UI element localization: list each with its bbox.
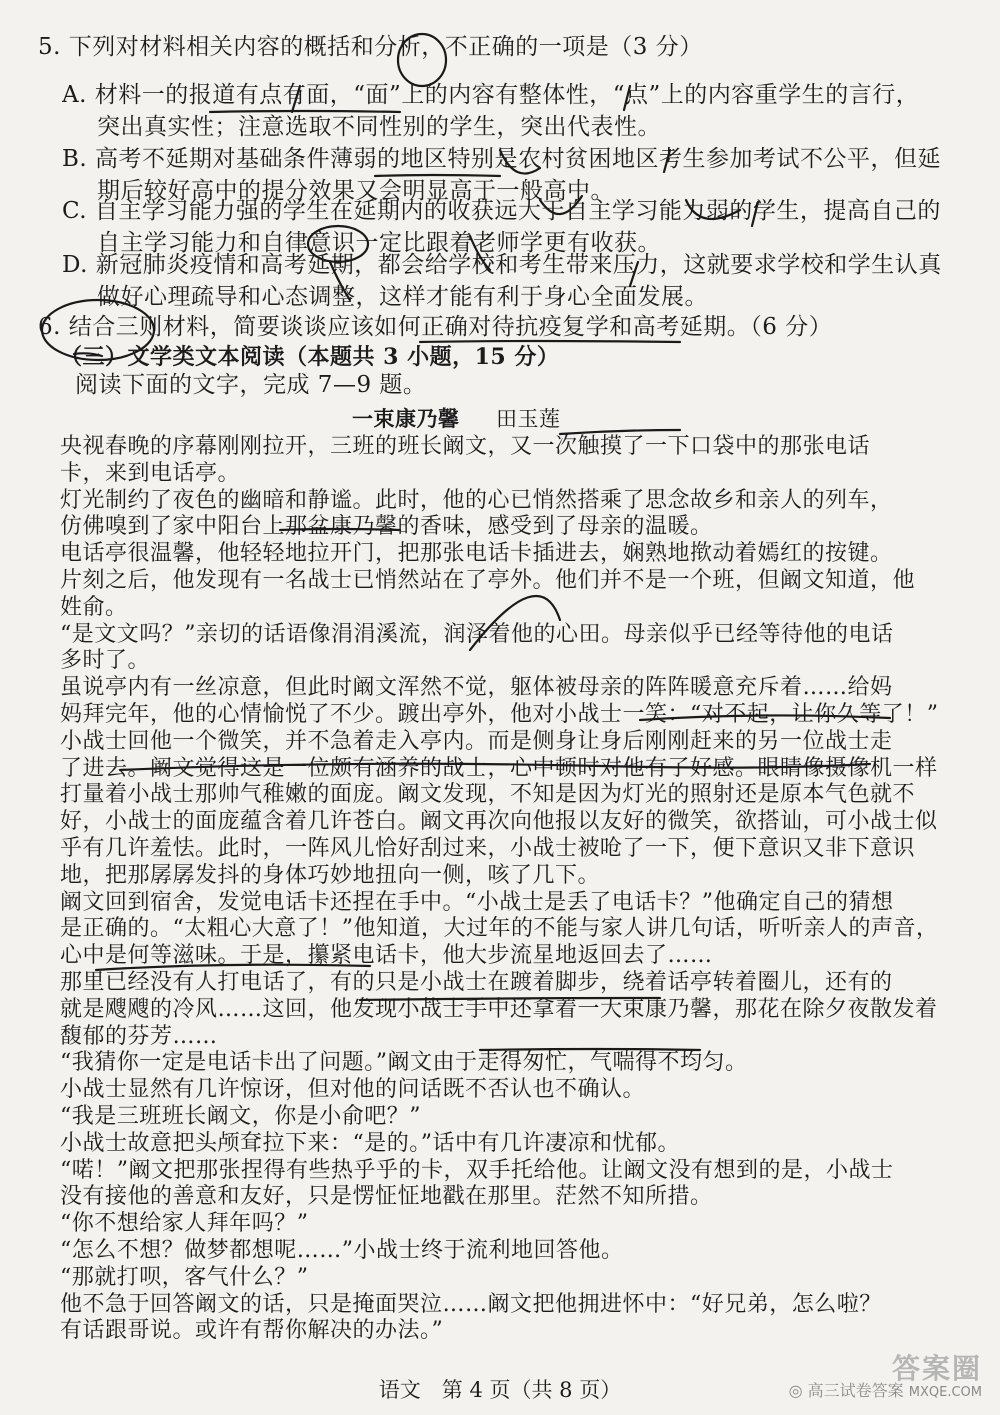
q5-option-d-line1: D. 新冠肺炎疫情和高考延期，都会给学校和考生带来压力，这就要求学校和学生认真 bbox=[62, 252, 942, 278]
q5-option-c-line2: 自主学习能力和自律意识一定比跟着老师学更有收获。 bbox=[97, 230, 661, 256]
story-line: 姓俞。 bbox=[60, 594, 128, 620]
story-line: 打量着小战士那帅气稚嫩的面庞。阚文发现，不知是因为灯光的照射还是原本气色就不 bbox=[60, 782, 916, 808]
story-line: 就是飕飕的冷风……这回，他发现小战士手中还拿着一大束康乃馨，那花在除夕夜散发着 bbox=[60, 996, 938, 1022]
wechat-icon: ◎ bbox=[788, 1381, 803, 1400]
story-line: 心中是何等滋味。于是，攥紧电话卡，他大步流星地返回去了…… bbox=[60, 943, 713, 969]
section-title: （三）文学类文本阅读（本题共 3 小题，15 分） bbox=[60, 344, 560, 370]
story-line: 馥郁的芬芳…… bbox=[60, 1023, 218, 1049]
story-line: 阚文回到宿舍，发觉电话卡还捏在手中。“小战士是丢了电话卡？”他确定自己的猜想 bbox=[60, 889, 894, 915]
watermark-logo: 答案圈 bbox=[891, 1352, 982, 1385]
story-line: “喏！”阚文把那张捏得有些热乎乎的卡，双手托给他。让阚文没有想到的是，小战士 bbox=[60, 1157, 894, 1183]
story-line: 灯光制约了夜色的幽暗和静谧。此时，他的心已悄然搭乘了思念故乡和亲人的列车， bbox=[60, 487, 893, 513]
story-line: 好，小战士的面庞蕴含着几许苍白。阚文再次向他报以友好的微笑，欲搭讪，可小战士似 bbox=[60, 809, 938, 835]
q5-stem: 5. 下列对材料相关内容的概括和分析，不正确的一项是（3 分） bbox=[38, 34, 703, 60]
story-line: “我是三班班长阚文，你是小俞吧？” bbox=[60, 1104, 421, 1129]
story-line: “我猜你一定是电话卡出了问题。”阚文由于走得匆忙，气喘得不均匀。 bbox=[60, 1050, 748, 1076]
story-line: 多时了。 bbox=[60, 648, 151, 674]
story-author: 田玉莲 bbox=[496, 407, 561, 431]
q5-option-b-line1: B. 高考不延期对基础条件薄弱的地区特别是农村贫困地区考生参加考试不公平，但延 bbox=[62, 146, 942, 172]
q5-option-d-line2: 做好心理疏导和心态调整，这样才能有利于身心全面发展。 bbox=[97, 284, 708, 310]
story-line: 虽说亭内有一丝凉意，但此时阚文浑然不觉，躯体被母亲的阵阵暖意充斥着……给妈 bbox=[60, 675, 893, 701]
story-line: 有话跟哥说。或许有帮你解决的办法。” bbox=[60, 1318, 444, 1344]
story-line: 了进去。阚文觉得这是一位颇有涵养的战士，心中顿时对他有了好感。眼睛像摄像机一样 bbox=[60, 755, 938, 781]
section-instruction: 阅读下面的文字，完成 7—9 题。 bbox=[75, 372, 427, 398]
story-line: 卡，来到电话亭。 bbox=[60, 460, 241, 486]
story-line: 那里已经没有人打电话了，有的只是小战士在踱着脚步，绕着话亭转着圈儿，还有的 bbox=[60, 970, 893, 995]
story-line: 妈拜完年，他的心情愉悦了不少。踱出亭外，他对小战士一笑：“对不起，让你久等了！” bbox=[60, 702, 939, 727]
story-line: 乎有几许羞怯。此时，一阵风儿恰好刮过来，小战士被呛了一下，便下意识又非下意识 bbox=[60, 836, 916, 861]
story-line: 地，把那孱孱发抖的身体巧妙地扭向一侧，咳了几下。 bbox=[60, 862, 601, 888]
story-title: 一束康乃馨 bbox=[352, 406, 460, 431]
story-line: 是正确的。“太粗心大意了！”他知道，大过年的不能与家人讲几句话，听听亲人的声音， bbox=[60, 916, 939, 942]
story-line: 他不急于回答阚文的话，只是掩面哭泣……阚文把他拥进怀中：“好兄弟，怎么啦？ bbox=[60, 1291, 882, 1317]
q5-option-a-line1: A. 材料一的报道有点有面，“面”上的内容有整体性，“点”上的内容重学生的言行， bbox=[62, 82, 920, 108]
q5-option-b-line2: 期后较好高中的提分效果又会明显高于一般高中。 bbox=[97, 178, 614, 204]
story-line: 电话亭很温馨，他轻轻地拉开门，把那张电话卡插进去，娴熟地揿动着嫣红的按键。 bbox=[60, 541, 893, 567]
story-line: “你不想给家人拜年吗？” bbox=[60, 1211, 309, 1237]
story-line: 小战士故意把头颅耷拉下来：“是的。”话中有几许凄凉和忧郁。 bbox=[60, 1130, 680, 1156]
watermark bbox=[782, 1347, 982, 1407]
q5-option-a-line2: 突出真实性；注意选取不同性别的学生，突出代表性。 bbox=[97, 114, 661, 140]
story-line: 仿佛嗅到了家中阳台上那盆康乃馨的香味，感受到了母亲的温暖。 bbox=[60, 514, 713, 540]
story-line: 没有接他的善意和友好，只是愣怔怔地戳在那里。茫然不知所措。 bbox=[60, 1184, 713, 1210]
story-line: “那就打呗，客气什么？” bbox=[60, 1264, 309, 1290]
story-line: 小战士显然有几许惊讶，但对他的问话既不否认也不确认。 bbox=[60, 1077, 646, 1103]
story-line: “是文文吗？”亲切的话语像涓涓溪流，润泽着他的心田。母亲似乎已经等待他的电话 bbox=[60, 621, 894, 647]
story-line: 小战士回他一个微笑，并不急着走入亭内。而是侧身让身后刚刚赶来的另一位战士走 bbox=[60, 728, 893, 754]
page-footer: 语文 第 4 页（共 8 页） bbox=[378, 1378, 622, 1402]
watermark-account: ◎ 高三试卷答案 MXQE.COM bbox=[788, 1381, 982, 1400]
q5-option-c-line1: C. 自主学习能力强的学生在延期内的收获远大于自主学习能力弱的学生，提高自己的 bbox=[62, 198, 941, 224]
story-line: “怎么不想？做梦都想呢……”小战士终于流利地回答他。 bbox=[60, 1238, 624, 1263]
q6-stem: 6. 结合三则材料，简要谈谈应该如何正确对待抗疫复学和高考延期。（6 分） bbox=[38, 314, 833, 340]
story-line: 央视春晚的序幕刚刚拉开，三班的班长阚文，又一次触摸了一下口袋中的那张电话 bbox=[60, 434, 871, 459]
story-line: 片刻之后，他发现有一名战士已悄然站在了亭外。他们并不是一个班，但阚文知道，他 bbox=[60, 568, 916, 593]
